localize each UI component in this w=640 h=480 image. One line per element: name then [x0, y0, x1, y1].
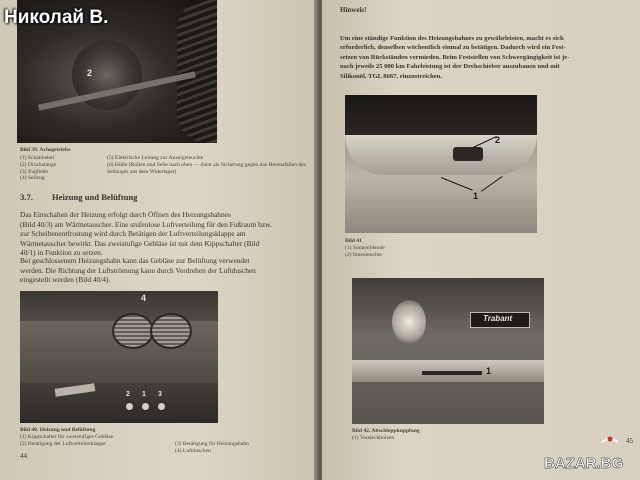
fig40-item: (2) Betätigung der Luftverteilerklappe — [20, 440, 106, 447]
control-knob-graphic — [142, 403, 149, 410]
bazar-logo-icon — [540, 434, 636, 474]
coupling-pin-graphic — [422, 371, 482, 375]
fig41-callout: 2 — [495, 135, 501, 145]
fig39-item: (6) Hülle (Rollen und Seile nach oben — dient als Sicherung gegen das Herausfallen des Seilzuges aus dem Widerlager) — [107, 161, 306, 175]
text-line: Silikonöl, TGL 8667, einzustreichen. — [340, 72, 442, 80]
rear-lamp-graphic — [392, 300, 426, 344]
section-number: 3.7. — [20, 192, 33, 202]
fig39-item: (2) Druckstange — [20, 161, 57, 168]
fig39-item: (4) Seilzug — [20, 175, 45, 182]
lever-graphic — [55, 383, 96, 396]
text-line: nach jeweils 25 000 km Fahrleistung ist der Drehschieber auszubauen und mit — [340, 63, 560, 71]
control-knob-graphic — [158, 403, 165, 410]
leader-line — [441, 177, 473, 191]
fig40-item: (1) Kippschalter für zweistufiges Gebläse — [20, 434, 114, 440]
paragraph-ventilation — [20, 256, 312, 285]
sun-visor-graphic — [345, 135, 537, 175]
text-line: (Bild 40/3) am Wärmetauscher. Eine stufenlose Luftverteilung für den Fußraum bzw. — [20, 219, 272, 229]
notice-text — [340, 34, 636, 81]
fig39-caption: Bild 39. Achsgetriebe — [20, 147, 71, 153]
fig39-item: (1) Schaltbebel — [20, 155, 55, 161]
fig39-callout: 2 — [87, 68, 93, 78]
section-title: Heizung und Belüftung — [52, 192, 138, 202]
text-line: Bei geschlossenem Heizungshahn kann das Gebläse zur Belüftung verwendet — [20, 256, 250, 265]
svg-text:BAZAR.BG: BAZAR.BG — [544, 455, 624, 472]
fig39-legend-left — [20, 155, 105, 182]
text-line: erforderlich, denselben wöchentlich einmal zu betätigen. Dadurch wird ein Fest- — [340, 44, 566, 52]
fig41-callout: 1 — [473, 191, 479, 201]
fig40-legend-right — [175, 441, 305, 455]
fig42-caption: Bild 42. Abschleppkupplung — [352, 428, 420, 434]
fig40-item: (3) Betätigung für Heizungshahn — [175, 441, 249, 447]
text-line: Das Einschalten der Heizung erfolgt durch Öffnen des Heizungshahnes — [20, 210, 231, 219]
tyre-graphic — [177, 0, 217, 143]
air-vent-graphic — [112, 313, 154, 349]
left-page — [0, 0, 318, 480]
interior-light-graphic — [453, 147, 483, 161]
fig39-legend-right — [107, 155, 307, 175]
fig40-legend-left — [20, 434, 160, 448]
fig41-caption: Bild 41 — [345, 238, 362, 244]
paragraph-heating — [20, 210, 312, 258]
fig42-item: (1) Vorsteckbolzen — [352, 435, 395, 441]
fig39-item: (5) Elektrische Leitung zur Anzeigeleuchte — [107, 155, 204, 161]
text-line: Um eine ständige Funktion des Heizungshahnes zu gewährleisten, macht es sich — [340, 35, 564, 42]
fig41-item: (2) Innenleuchte — [345, 251, 382, 258]
heater-photo — [20, 291, 218, 423]
fig40-callout: 2 — [126, 391, 130, 398]
brand-badge — [470, 312, 530, 328]
control-knob-graphic — [126, 403, 133, 410]
text-line: zur Scheibenentfrostung wird durch Betätigen der Luftverteilungsklappe am — [20, 229, 246, 239]
fig41-legend — [345, 245, 385, 259]
fig40-callout: 1 — [142, 391, 146, 398]
fig40-caption: Bild 40. Heizung und Belüftung — [20, 427, 96, 433]
text-line: eingestellt werden (Bild 40/4). — [20, 275, 111, 285]
sun-visor-photo — [345, 95, 537, 233]
page-number-right: 45 — [626, 437, 633, 445]
fig42-callout: 1 — [486, 366, 492, 376]
text-line: Wärmetauscher bewirkt. Das zweistufige Gebläse ist mit dem Kippschalter (Bild — [20, 238, 260, 248]
seller-watermark: Николай В. — [4, 7, 109, 28]
text-line: werden. Die Richtung der Luftströmung kann durch Verdrehen der Luftduschen — [20, 265, 256, 275]
notice-heading: Hinweis! — [340, 6, 367, 14]
fig40-callout: 4 — [141, 293, 147, 303]
text-line: setzen von Rückständen vermieden. Beim Feststellen von Schwergängigkeit ist je- — [340, 53, 570, 61]
air-vent-graphic — [150, 313, 192, 349]
fig40-callout: 3 — [158, 391, 162, 398]
fig42-legend — [352, 435, 394, 442]
page-number-left: 44 — [20, 452, 27, 460]
fig39-item: (3) Zugfeder — [20, 168, 49, 175]
text-line: 40/1) in Funktion zu setzen. — [20, 248, 103, 258]
fig40-item: (4) Luftduschen — [175, 447, 211, 454]
tow-coupling-photo — [352, 278, 544, 424]
brand-badge-text: Trabant — [483, 314, 513, 323]
fig41-item: (1) Sonnenblende — [345, 245, 385, 251]
leader-line — [481, 176, 503, 192]
